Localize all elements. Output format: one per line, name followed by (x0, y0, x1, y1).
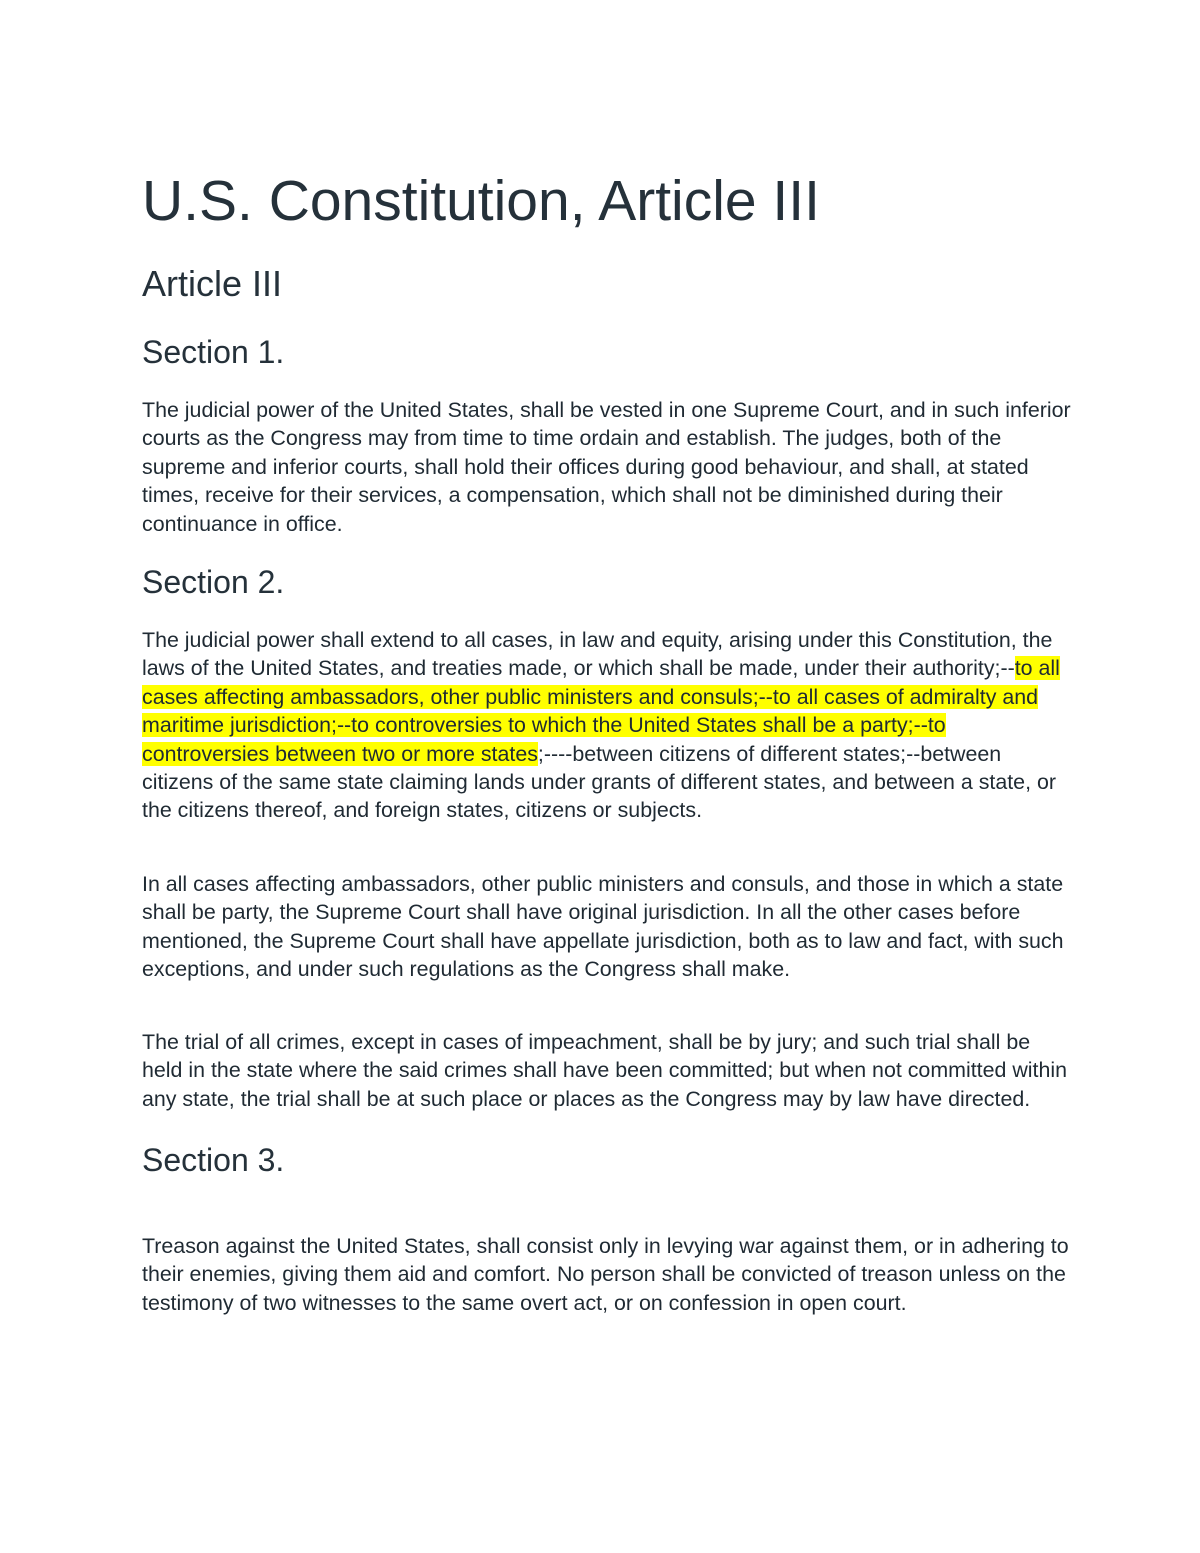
section-2-paragraph-1 (142, 626, 1072, 825)
section-2-paragraph-1-text-end: ;----between citizens of different states;--between citizens of the same state claiming lands under grants of different states, and between a state, or the citizens thereof, and foreign states, citizens or subjects. (142, 741, 1056, 823)
section-2-paragraph-1-text-start: The judicial power shall extend to all cases, in law and equity, arising under this Constitution, the laws of the United States, and treaties made, or which shall be made, under their authority;-- (142, 628, 1053, 681)
section-3-paragraph: Treason against the United States, shall consist only in levying war against them, or in adhering to their enemies, giving them aid and comfort. No person shall be convicted of treason unless on the testimony of two witnesses to the same overt act, or on confession in open court. (142, 1234, 1069, 1315)
section-3-heading: Section 3. (142, 1142, 285, 1178)
section-2-heading: Section 2. (142, 564, 285, 600)
article-heading: Article III (142, 263, 283, 304)
section-1-heading: Section 1. (142, 334, 285, 370)
section-2-paragraph-3: The trial of all crimes, except in cases of impeachment, shall be by jury; and such trial shall be held in the state where the said crimes shall have been committed; but when not committed within any state, the trial shall be at such place or places as the Congress may by law have directed. (142, 1030, 1068, 1111)
section-1-paragraph: The judicial power of the United States, shall be vested in one Supreme Court, and in such inferior courts as the Congress may from time to time ordain and establish. The judges, both of the supreme and inferior courts, shall hold their offices during good behaviour, and shall, at stated times, receive for their services, a compensation, which shall not be diminished during their continuance in office. (142, 398, 1071, 536)
document-title: U.S. Constitution, Article III (142, 169, 820, 233)
highlighted-text: to all cases affecting ambassadors, other public ministers and consuls;--to all cases of admiralty and maritime jurisdiction;--to controversies to which the United States shall be a party;--to controversies between two or more states (142, 656, 1060, 766)
section-2-paragraph-2: In all cases affecting ambassadors, other public ministers and consuls, and those in which a state shall be party, the Supreme Court shall have original jurisdiction. In all the other cases before mentioned, the Supreme Court shall have appellate jurisdiction, both as to law and fact, with such exceptions, and under such regulations as the Congress shall make. (142, 872, 1064, 982)
